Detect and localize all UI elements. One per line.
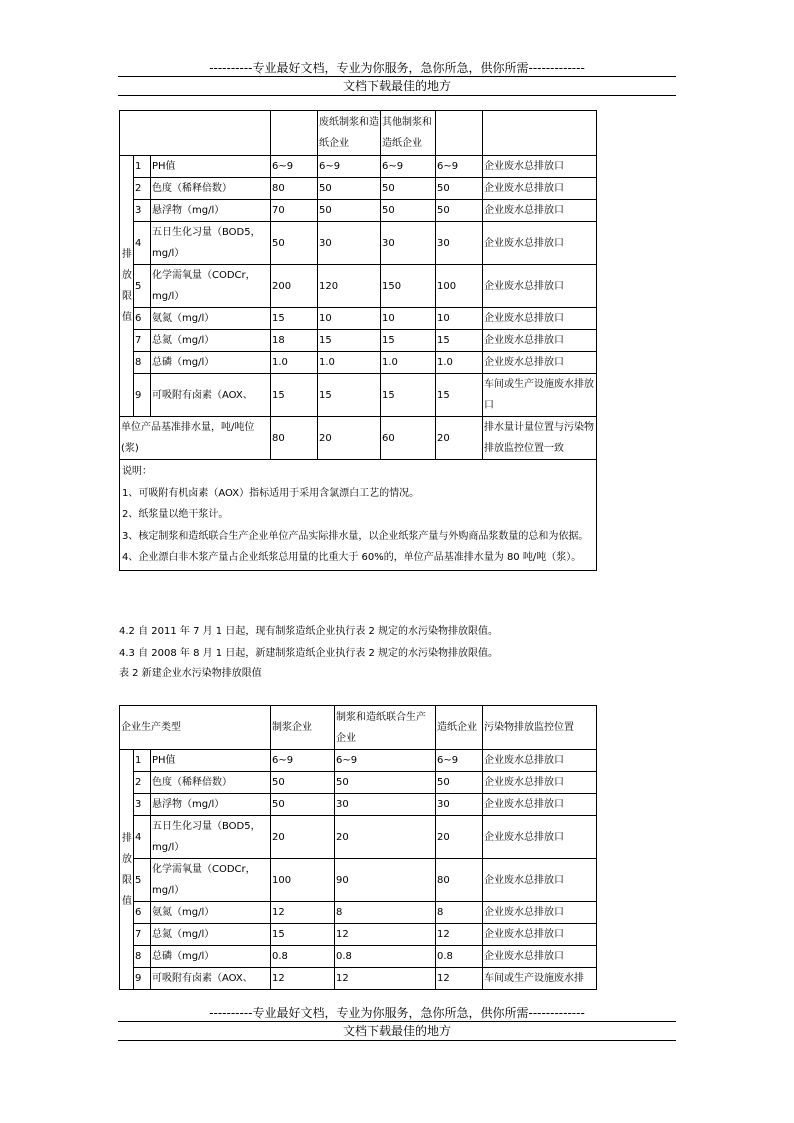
monitor-location: 企业废水总排放口 <box>483 816 597 859</box>
table-row <box>120 200 597 222</box>
table-2-caption: 表 2 新建企业水污染物排放限值 <box>119 668 262 679</box>
value-cell: 20 <box>436 816 483 859</box>
pollutant-name: 悬浮物（mg/l） <box>151 794 271 816</box>
table-row <box>120 330 597 352</box>
table-row <box>120 924 597 946</box>
value-cell: 15 <box>271 374 318 417</box>
value-cell: 15 <box>381 330 436 352</box>
note-item: 4、企业漂白非木浆产量占企业纸浆总用量的比重大于 60%的，单位产品基准排水量为 80 吨/吨（浆）。 <box>122 552 582 563</box>
value-cell: 0.8 <box>335 946 436 968</box>
value-cell: 50 <box>271 794 335 816</box>
row-no: 1 <box>134 750 151 772</box>
table-row <box>120 946 597 968</box>
monitor-location: 排水量计量位置与污染物排放监控位置一致 <box>483 417 597 460</box>
value-cell: 12 <box>436 924 483 946</box>
row-no: 6 <box>134 902 151 924</box>
monitor-location: 企业废水总排放口 <box>483 265 597 308</box>
row-no: 8 <box>134 352 151 374</box>
footer-slogan: ----------专业最好文档，专业为你服务，急你所急，供你所需------------- <box>209 1006 585 1020</box>
monitor-location: 车间或生产设施废水排放口 <box>483 374 597 417</box>
value-cell: 6~9 <box>271 156 318 178</box>
page-header <box>118 60 676 96</box>
footer-rule <box>118 1021 676 1022</box>
table-row <box>120 222 597 265</box>
header-cell: 制浆和造纸联合生产企业 <box>335 706 436 750</box>
value-cell: 12 <box>271 968 335 990</box>
row-no: 5 <box>134 265 151 308</box>
footer-subtitle: 文档下载最佳的地方 <box>342 1024 451 1038</box>
monitor-location: 企业废水总排放口 <box>483 200 597 222</box>
pollutant-name: 色度（稀释倍数） <box>151 772 271 794</box>
table-header-row <box>120 111 597 156</box>
value-cell: 15 <box>436 374 483 417</box>
value-cell: 6~9 <box>436 156 483 178</box>
row-no: 3 <box>134 794 151 816</box>
value-cell: 150 <box>381 265 436 308</box>
value-cell: 50 <box>271 222 318 265</box>
value-cell: 12 <box>271 902 335 924</box>
row-no: 2 <box>134 178 151 200</box>
table-row <box>120 265 597 308</box>
pollutant-name: 可吸附有卤素（AOX、 <box>151 374 271 417</box>
header-cell-blank <box>483 111 597 156</box>
value-cell: 10 <box>381 308 436 330</box>
value-cell: 30 <box>381 222 436 265</box>
header-cell: 制浆企业 <box>271 706 335 750</box>
value-cell: 20 <box>335 816 436 859</box>
value-cell: 6~9 <box>436 750 483 772</box>
header-cell: 造纸企业 <box>436 706 483 750</box>
row-no: 9 <box>134 968 151 990</box>
value-cell: 120 <box>318 265 381 308</box>
value-cell: 80 <box>271 178 318 200</box>
row-no: 9 <box>134 374 151 417</box>
value-cell: 100 <box>436 265 483 308</box>
pollutant-name: 五日生化习量（BOD5，mg/l） <box>151 222 271 265</box>
value-cell: 18 <box>271 330 318 352</box>
value-cell: 15 <box>271 308 318 330</box>
header-cell-blank <box>436 111 483 156</box>
value-cell: 20 <box>318 417 381 460</box>
monitor-location: 企业废水总排放口 <box>483 902 597 924</box>
header-rule <box>118 76 676 77</box>
value-cell: 15 <box>271 924 335 946</box>
monitor-location: 企业废水总排放口 <box>483 178 597 200</box>
table-row <box>120 374 597 417</box>
value-cell: 30 <box>318 222 381 265</box>
value-cell: 1.0 <box>318 352 381 374</box>
header-cell: 污染物排放监控位置 <box>483 706 597 750</box>
value-cell: 80 <box>271 417 318 460</box>
pollutant-name: 化学需氧量（CODCr，mg/l） <box>151 265 271 308</box>
value-cell: 1.0 <box>381 352 436 374</box>
value-cell: 50 <box>436 200 483 222</box>
row-no: 3 <box>134 200 151 222</box>
monitor-location: 企业废水总排放口 <box>483 794 597 816</box>
notes-heading: 说明： <box>122 466 152 477</box>
table-row <box>120 156 597 178</box>
header-cell: 废纸制浆和造纸企业 <box>318 111 381 156</box>
value-cell: 1.0 <box>271 352 318 374</box>
table-row <box>120 794 597 816</box>
value-cell: 10 <box>318 308 381 330</box>
pollutant-name: 可吸附有卤素（AOX、 <box>151 968 271 990</box>
value-cell: 6~9 <box>381 156 436 178</box>
pollutant-name: PH值 <box>151 156 271 178</box>
note-item: 3、核定制浆和造纸联合生产企业单位产品实际排水量，以企业纸浆产量与外购商品浆数量的总和为依据。 <box>122 530 589 542</box>
note-item: 2、纸浆量以绝干浆计。 <box>122 509 229 520</box>
value-cell: 50 <box>381 178 436 200</box>
monitor-location: 企业废水总排放口 <box>483 308 597 330</box>
value-cell: 15 <box>381 374 436 417</box>
value-cell: 15 <box>318 374 381 417</box>
value-cell: 30 <box>335 794 436 816</box>
value-cell: 6~9 <box>271 750 335 772</box>
value-cell: 70 <box>271 200 318 222</box>
header-slogan: ----------专业最好文档，专业为你服务，急你所急，供你所需------------- <box>209 61 585 75</box>
clause-4-2: 4.2 自 2011 年 7 月 1 日起，现有制浆造纸企业执行表 2 规定的水污染物排放限值。 <box>119 626 499 637</box>
notes-cell <box>120 460 597 571</box>
value-cell: 60 <box>381 417 436 460</box>
pollutant-name: 总磷（mg/l） <box>151 352 271 374</box>
header-cell: 企业生产类型 <box>120 706 271 750</box>
monitor-location: 企业废水总排放口 <box>483 330 597 352</box>
value-cell: 6~9 <box>318 156 381 178</box>
group-label <box>120 156 134 417</box>
value-cell: 0.8 <box>436 946 483 968</box>
table-row <box>120 859 597 902</box>
group-label-text: 排放限值 <box>122 249 132 323</box>
value-cell: 12 <box>436 968 483 990</box>
unit-drainage-label: 单位产品基准排水量，吨/吨位(浆) <box>120 417 271 460</box>
table-row <box>120 750 597 772</box>
table-row <box>120 308 597 330</box>
value-cell: 15 <box>318 330 381 352</box>
pollutant-name: 氨氮（mg/l） <box>151 308 271 330</box>
header-rule-bottom <box>118 95 676 96</box>
monitor-location: 企业废水总排放口 <box>483 750 597 772</box>
value-cell: 0.8 <box>271 946 335 968</box>
row-no: 4 <box>134 222 151 265</box>
table-row <box>120 968 597 990</box>
header-cell: 其他制浆和造纸企业 <box>381 111 436 156</box>
footer-rule-bottom <box>118 1040 676 1041</box>
value-cell: 50 <box>381 200 436 222</box>
table-row <box>120 816 597 859</box>
value-cell: 50 <box>335 772 436 794</box>
value-cell: 1.0 <box>436 352 483 374</box>
pollutant-name: 化学需氧量（CODCr，mg/l） <box>151 859 271 902</box>
row-no: 5 <box>134 859 151 902</box>
clause-4-3: 4.3 自 2008 年 8 月 1 日起，新建制浆造纸企业执行表 2 规定的水污染物排放限值。 <box>119 648 499 659</box>
row-no: 1 <box>134 156 151 178</box>
group-label <box>120 750 134 990</box>
monitor-location: 车间或生产设施废水排 <box>483 968 597 990</box>
row-no: 4 <box>134 816 151 859</box>
pollutant-name: 总氮（mg/l） <box>151 924 271 946</box>
value-cell: 6~9 <box>335 750 436 772</box>
header-subtitle: 文档下载最佳的地方 <box>342 79 451 93</box>
value-cell: 90 <box>335 859 436 902</box>
row-no: 6 <box>134 308 151 330</box>
value-cell: 50 <box>436 178 483 200</box>
table-row <box>120 902 597 924</box>
unit-drainage-row <box>120 417 597 460</box>
discharge-limits-table-2 <box>119 705 597 990</box>
pollutant-name: 总氮（mg/l） <box>151 330 271 352</box>
row-no: 7 <box>134 924 151 946</box>
value-cell: 10 <box>436 308 483 330</box>
value-cell: 50 <box>271 772 335 794</box>
notes-block <box>121 460 595 570</box>
value-cell: 8 <box>436 902 483 924</box>
value-cell: 8 <box>335 902 436 924</box>
value-cell: 80 <box>436 859 483 902</box>
pollutant-name: 五日生化习量（BOD5，mg/l） <box>151 816 271 859</box>
monitor-location: 企业废水总排放口 <box>483 156 597 178</box>
monitor-location: 企业废水总排放口 <box>483 772 597 794</box>
monitor-location: 企业废水总排放口 <box>483 352 597 374</box>
value-cell: 200 <box>271 265 318 308</box>
table-row <box>120 772 597 794</box>
value-cell: 15 <box>436 330 483 352</box>
monitor-location: 企业废水总排放口 <box>483 222 597 265</box>
notes-row <box>120 460 597 571</box>
value-cell: 20 <box>436 417 483 460</box>
row-no: 8 <box>134 946 151 968</box>
value-cell: 12 <box>335 968 436 990</box>
note-item: 1、可吸附有机卤素（AOX）指标适用于采用含氯漂白工艺的情况。 <box>122 487 420 499</box>
value-cell: 100 <box>271 859 335 902</box>
table-row <box>120 178 597 200</box>
pollutant-name: 色度（稀释倍数） <box>151 178 271 200</box>
monitor-location: 企业废水总排放口 <box>483 859 597 902</box>
monitor-location: 企业废水总排放口 <box>483 924 597 946</box>
discharge-limits-table-1 <box>119 110 597 571</box>
header-cell-blank <box>271 111 318 156</box>
group-label-text: 排放限值 <box>122 832 132 907</box>
table-row <box>120 352 597 374</box>
row-no: 7 <box>134 330 151 352</box>
page-footer <box>118 1005 676 1041</box>
value-cell: 50 <box>436 772 483 794</box>
table-header-row <box>120 706 597 750</box>
pollutant-name: 悬浮物（mg/l） <box>151 200 271 222</box>
value-cell: 50 <box>318 200 381 222</box>
value-cell: 12 <box>335 924 436 946</box>
row-no: 2 <box>134 772 151 794</box>
monitor-location: 企业废水总排放口 <box>483 946 597 968</box>
pollutant-name: 总磷（mg/l） <box>151 946 271 968</box>
value-cell: 20 <box>271 816 335 859</box>
value-cell: 30 <box>436 222 483 265</box>
pollutant-name: PH值 <box>151 750 271 772</box>
value-cell: 30 <box>436 794 483 816</box>
pollutant-name: 氨氮（mg/l） <box>151 902 271 924</box>
value-cell: 50 <box>318 178 381 200</box>
header-cell-blank <box>120 111 271 156</box>
